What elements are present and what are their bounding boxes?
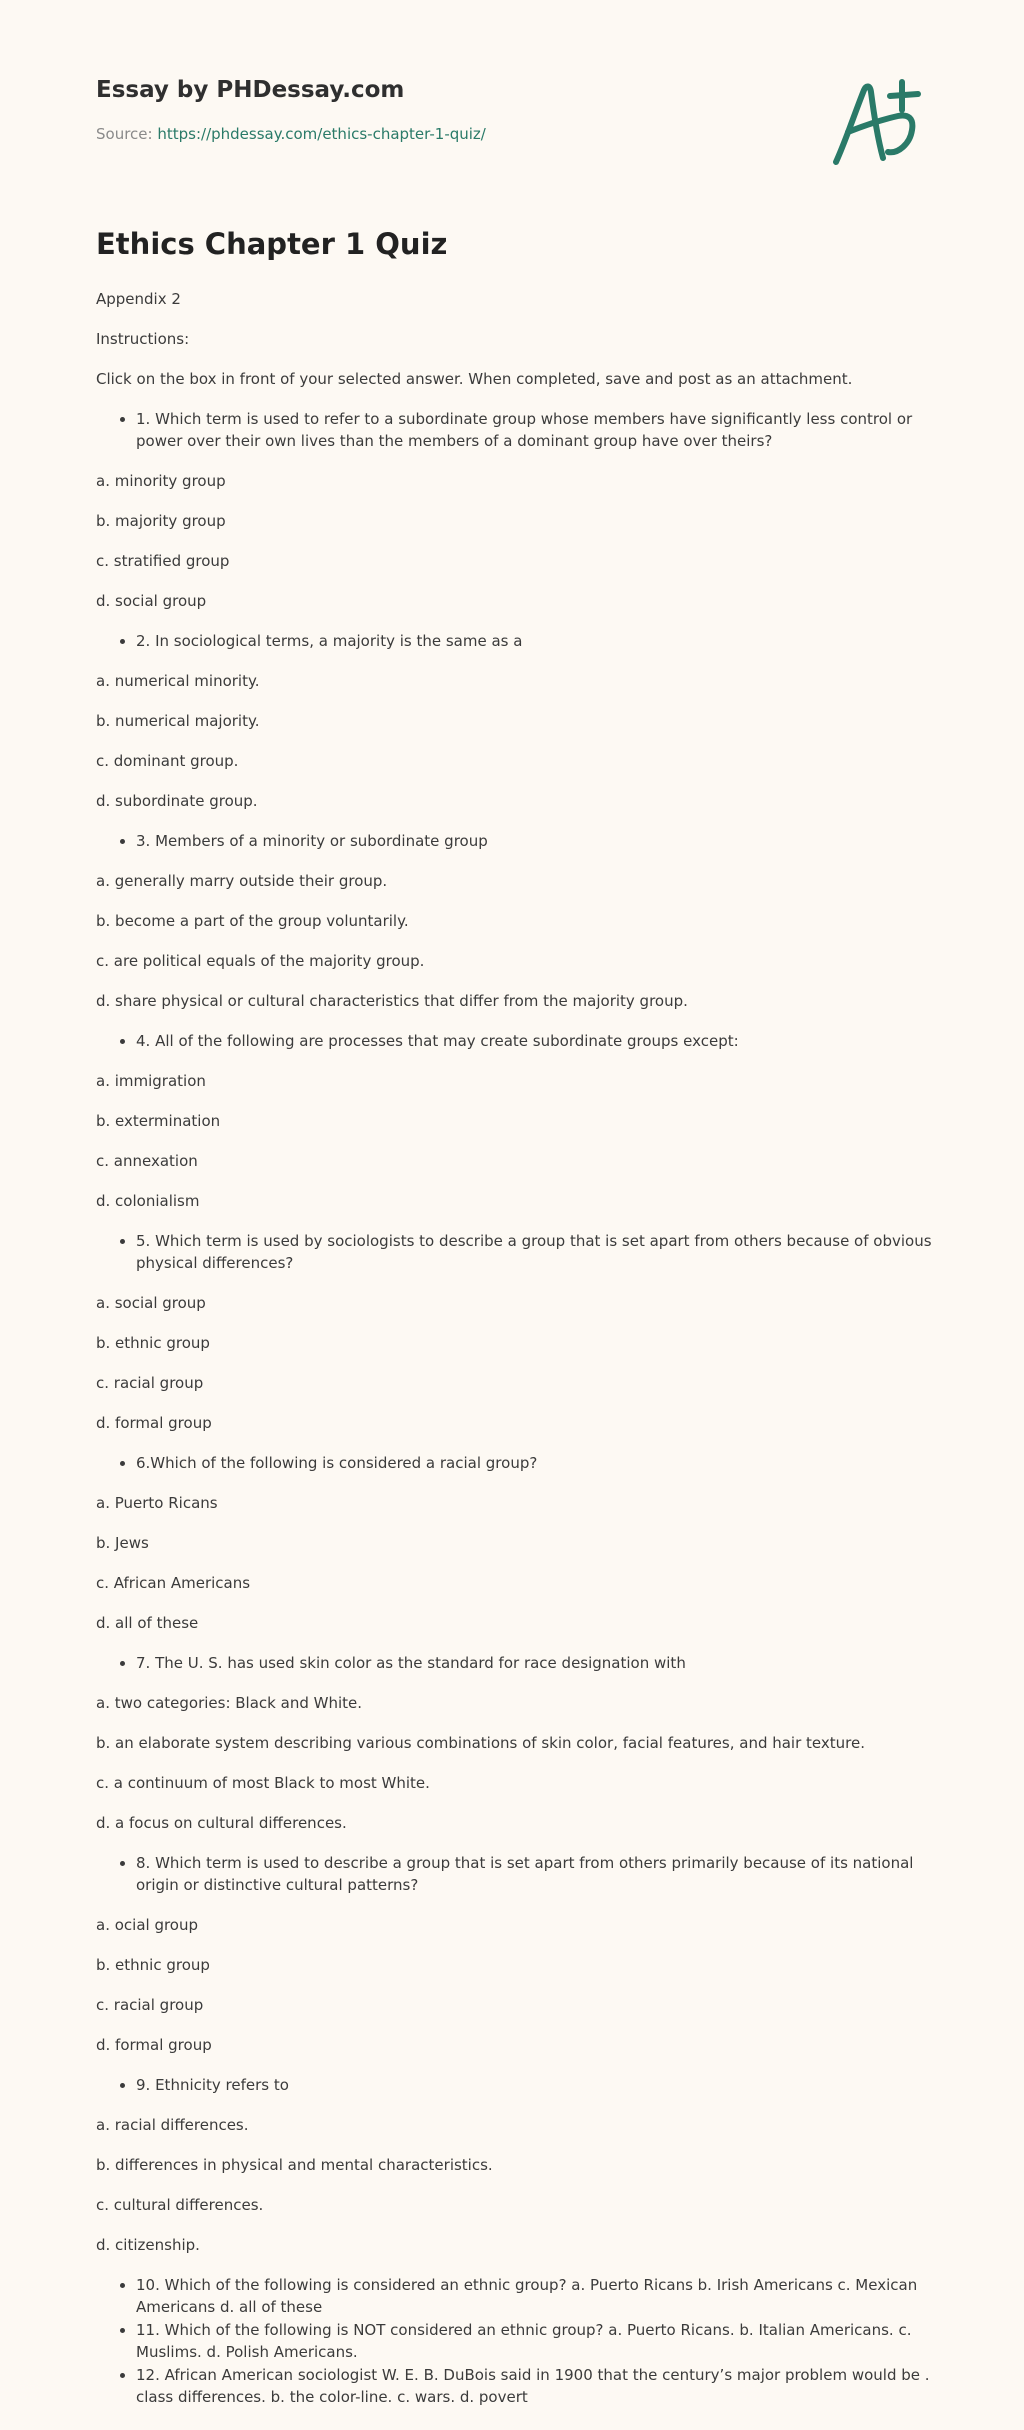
source-line [96,124,928,144]
answer-option: b. an elaborate system describing various combinations of skin color, facial features, and hair texture. [96,1734,865,1752]
question-list [96,1452,936,1474]
answer-option: d. a focus on cultural differences. [96,1814,347,1832]
answer-option: d. formal group [96,2036,212,2054]
answer-option: d. social group [96,592,207,610]
answer-option: a. minority group [96,472,226,490]
page-header [96,74,928,154]
intro-instructions-label: Instructions: [96,330,190,348]
answer-option: b. ethnic group [96,1956,210,1974]
intro-instructions-text: Click on the box in front of your selected answer. When completed, save and post as an attachment. [96,370,853,388]
answer-option: c. African Americans [96,1574,251,1592]
source-label: Source: [96,125,153,143]
answer-option: b. Jews [96,1534,149,1552]
answer-option: d. formal group [96,1414,212,1432]
answer-option: c. cultural differences. [96,2196,264,2214]
answer-option: b. become a part of the group voluntarily. [96,912,409,930]
question-list [96,630,936,652]
answer-option: a. racial differences. [96,2116,249,2134]
question-7: • 7. The U. S. has used skin color as the standard for race designation with [136,1652,936,1674]
answer-option: a. ocial group [96,1916,199,1934]
intro-appendix: Appendix 2 [96,290,181,308]
article-content [96,222,936,2409]
answer-option: a. two categories: Black and White. [96,1694,362,1712]
site-title: Essay by PHDessay.com [96,77,405,103]
a-plus-logo-icon [828,70,928,170]
answer-option: c. racial group [96,1374,204,1392]
final-question-list [96,2274,936,2408]
answer-option: b. ethnic group [96,1334,210,1352]
answer-option: c. a continuum of most Black to most White. [96,1774,430,1792]
answer-option: b. numerical majority. [96,712,260,730]
answer-option: b. majority group [96,512,226,530]
question-2: • 2. In sociological terms, a majority is the same as a [136,630,936,652]
question-9: • 9. Ethnicity refers to [136,2074,936,2096]
answer-option: a. social group [96,1294,206,1312]
answer-option: d. citizenship. [96,2236,200,2254]
answer-option: b. differences in physical and mental characteristics. [96,2156,493,2174]
question-list [96,1030,936,1052]
question-4: • 4. All of the following are processes that may create subordinate groups except: [136,1030,936,1052]
question-12: • 12. African American sociologist W. E. B. DuBois said in 1900 that the century’s major problem would be . class differences. b. the color-line. c. wars. d. povert [136,2364,936,2408]
question-list [96,1852,936,1896]
question-list [96,1230,936,1274]
answer-option: c. annexation [96,1152,198,1170]
answer-option: a. immigration [96,1072,206,1090]
answer-option: d. all of these [96,1614,199,1632]
answer-option: d. share physical or cultural characteristics that differ from the majority group. [96,992,688,1010]
question-list [96,408,936,452]
question-11: • 11. Which of the following is NOT considered an ethnic group? a. Puerto Ricans. b. Italian Americans. c. Muslims. d. Polish Americans. [136,2319,936,2363]
answer-option: c. dominant group. [96,752,239,770]
answer-option: d. colonialism [96,1192,200,1210]
question-list [96,830,936,852]
question-1: • 1. Which term is used to refer to a subordinate group whose members have significantly less control or power over their own lives than the members of a dominant group have over theirs? [136,408,936,452]
question-8: • 8. Which term is used to describe a group that is set apart from others primarily because of its national origin or distinctive cultural patterns? [136,1852,936,1896]
answer-option: c. racial group [96,1996,204,2014]
answer-option: d. subordinate group. [96,792,258,810]
answer-option: a. numerical minority. [96,672,260,690]
answer-option: c. stratified group [96,552,230,570]
question-6: • 6.Which of the following is considered a racial group? [136,1452,936,1474]
question-list [96,2074,936,2096]
answer-option: b. extermination [96,1112,221,1130]
answer-option: a. generally marry outside their group. [96,872,388,890]
answer-option: a. Puerto Ricans [96,1494,218,1512]
page-title: Ethics Chapter 1 Quiz [96,227,448,261]
question-3: • 3. Members of a minority or subordinate group [136,830,936,852]
question-5: • 5. Which term is used by sociologists to describe a group that is set apart from others because of obvious physical differences? [136,1230,936,1274]
question-list [96,1652,936,1674]
question-10: • 10. Which of the following is considered an ethnic group? a. Puerto Ricans b. Irish Americans c. Mexican Americans d. all of these [136,2274,936,2318]
answer-option: c. are political equals of the majority group. [96,952,425,970]
source-link[interactable]: https://phdessay.com/ethics-chapter-1-quiz/ [157,125,486,143]
